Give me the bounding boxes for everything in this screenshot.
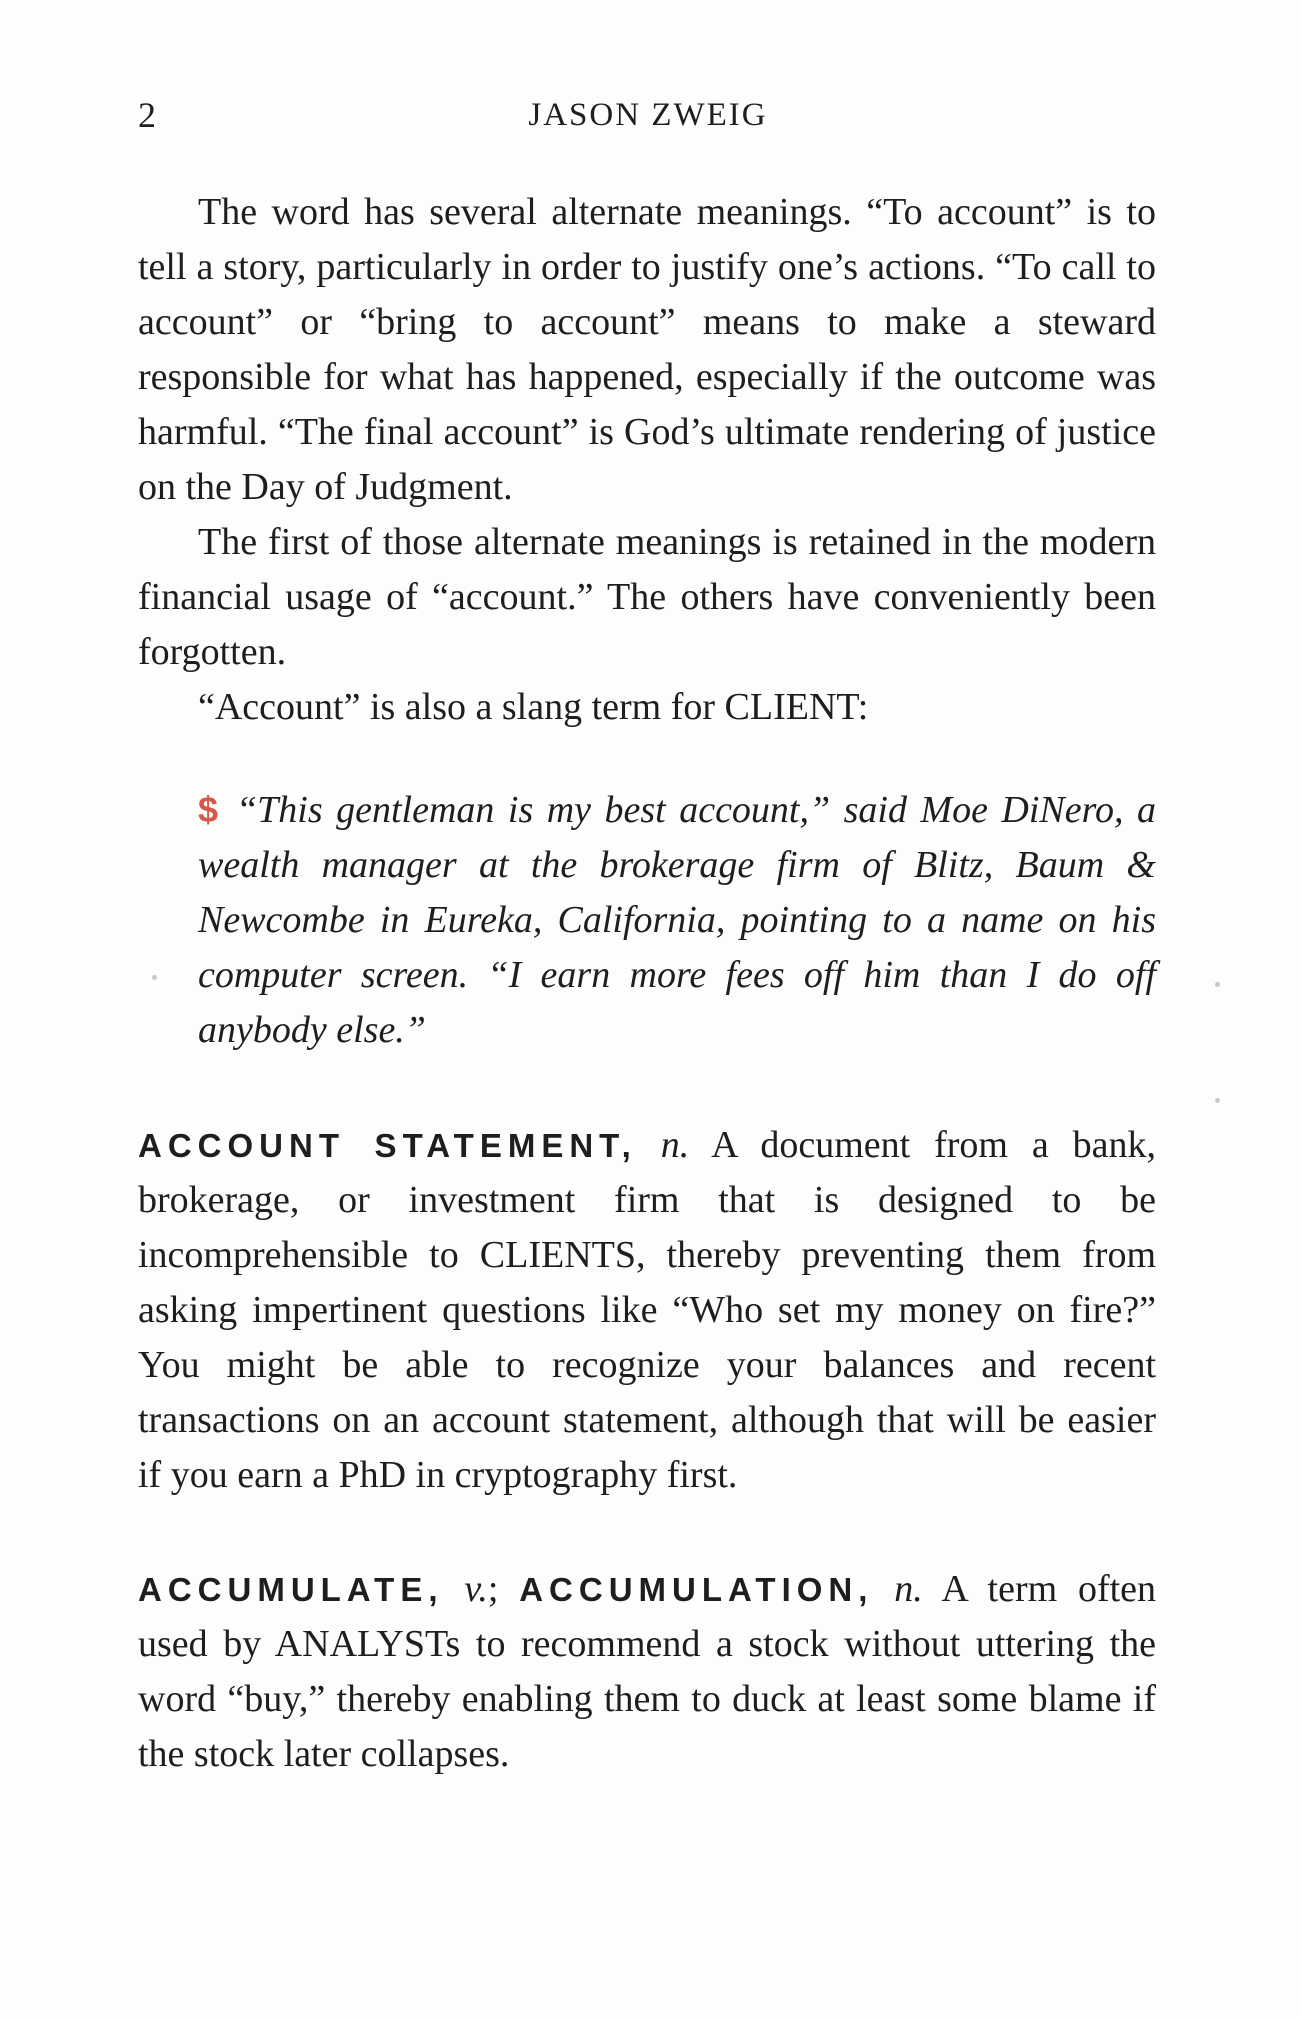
entry-account-statement [138,1118,1156,1503]
dollar-icon: $ [198,789,219,830]
scan-speck [1215,1098,1220,1103]
page-number: 2 [138,95,156,135]
entry-headword: ACCUMULATE, [138,1571,444,1608]
page-header [138,95,1158,135]
entry-definition: A document from a bank, brokerage, or investment firm that is designed to be incomprehensible to CLIENTS, thereby preventing them from asking impertinent questions like “Who set my money on fire?” You might be able to recognize your balances and recent transactions on an account statement, although that will be easier if you earn a PhD in cryptography first. [138,1124,1157,1496]
body-text [138,185,1156,1841]
scan-speck [152,975,157,980]
paragraph-slang-term: “Account” is also a slang term for CLIENT: [198,686,869,728]
entry-headword: ACCOUNT STATEMENT, [138,1127,637,1164]
entry-definition: A term often used by ANALYSTs to recommend a stock without uttering the word “buy,” thereby enabling them to duck at least some blame if the stock later collapses. [138,1568,1157,1775]
paragraph-first-meaning: The first of those alternate meanings is retained in the modern financial usage of “account.” The others have conveniently been forgotten. [138,521,1156,673]
entry-part-of-speech: n. [660,1124,690,1166]
quote-text: “This gentleman is my best account,” said Moe DiNero, a wealth manager at the brokerage firm of Blitz, Baum & Newcombe in Eureka, California, pointing to a name on his computer screen. “I earn more fees off him than I do off anybody else.” [198,789,1156,1051]
entry-part-of-speech-secondary: n. [894,1568,923,1610]
running-head: JASON ZWEIG [528,97,768,133]
example-quote [198,782,1156,1058]
entry-part-of-speech: v. [464,1568,488,1610]
paragraph-alternate-meanings: The word has several alternate meanings. “To account” is to tell a story, particularly in order to justify one’s actions. “To call to account” or “bring to account” means to make a steward responsible for what has happened, especially if the outcome was harmful. “The final account” is God’s ultimate rendering of justice on the Day of Judgment. [138,191,1156,508]
scan-speck [1215,982,1220,987]
entry-accumulate: ACCUMULATE, v.; ACCUMULATION, n. A term often used by ANALYSTs to recommend a stock without uttering the word “buy,” thereby enabling them to duck at least some blame if the stock later collapses. [138,1568,1157,1775]
entry-headword-secondary: ACCUMULATION, [519,1571,874,1608]
